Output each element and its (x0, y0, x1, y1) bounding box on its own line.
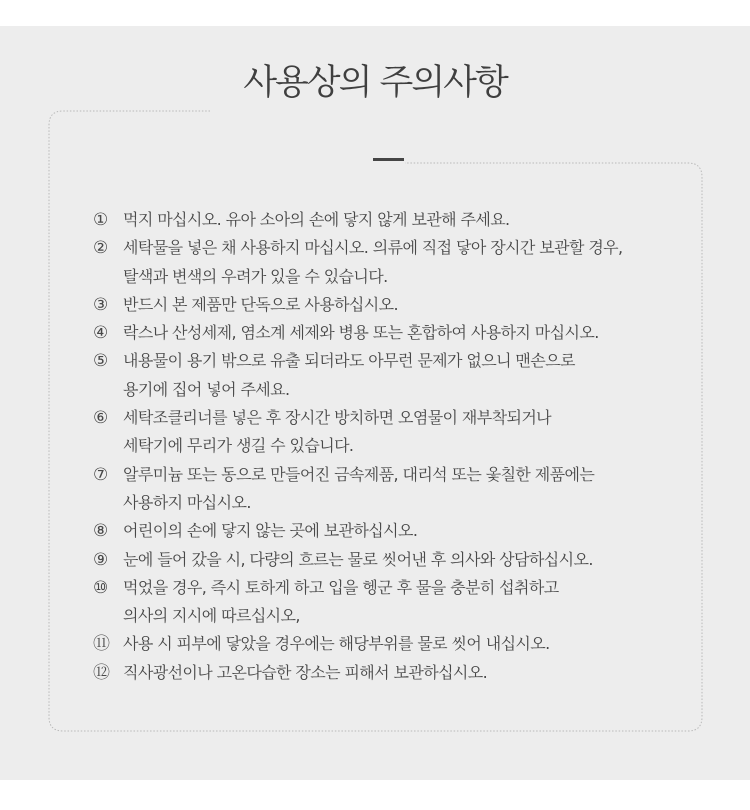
item-text: 세탁조클리너를 넣은 후 장시간 방치하면 오염물이 재부착되거나 세탁기에 무리가 생길 수 있습니다. (123, 408, 552, 456)
item-number: ⑦ (93, 464, 108, 485)
item-text: 반드시 본 제품만 단독으로 사용하십시오. (123, 294, 398, 314)
list-item (93, 404, 703, 461)
item-text: 먹었을 경우, 즉시 토하게 하고 입을 헹군 후 물을 충분히 섭취하고 의사의 지시에 따르십시오, (123, 577, 559, 626)
item-number: ⑤ (93, 351, 108, 372)
list-item (93, 206, 703, 234)
item-number: ⑫ (93, 662, 110, 683)
item-text: 세탁물을 넣은 채 사용하지 마십시오. 의류에 직접 닿아 장시간 보관할 경우, 탈색과 변색의 우려가 있을 수 있습니다. (123, 238, 623, 286)
item-number: ⑪ (93, 634, 110, 655)
item-number: ⑨ (93, 549, 108, 570)
item-text: 어린이의 손에 닿지 않는 곳에 보관하십시오. (123, 521, 418, 541)
item-text: 알루미늄 또는 동으로 만들어진 금속제품, 대리석 또는 옻칠한 제품에는 사용하지 마십시오. (123, 464, 595, 512)
item-number: ⑩ (93, 577, 108, 598)
item-number: ⑧ (93, 521, 108, 542)
item-text: 내용물이 용기 밖으로 유출 되더라도 아무런 문제가 없으니 맨손으로 용기에 집어 넣어 주세요. (123, 351, 575, 399)
item-text: 눈에 들어 갔을 시, 다량의 흐르는 물로 씻어낸 후 의사와 상담하십시오. (123, 549, 593, 569)
list-item (93, 291, 703, 319)
item-text: 사용 시 피부에 닿았을 경우에는 해당부위를 물로 씻어 내십시오. (123, 634, 550, 654)
page-title: 사용상의 주의사항 (243, 63, 507, 103)
item-text: 직사광선이나 고온다습한 장소는 피해서 보관하십시오. (123, 662, 488, 682)
list-item (93, 546, 703, 574)
caution-list (93, 206, 703, 687)
list-item (93, 461, 703, 518)
list-item (93, 234, 703, 291)
item-number: ③ (93, 294, 108, 315)
item-text: 락스나 산성세제, 염소계 세제와 병용 또는 혼합하여 사용하지 마십시오. (123, 323, 599, 343)
item-number: ⑥ (93, 408, 108, 429)
list-item (93, 347, 703, 404)
list-item (93, 630, 703, 658)
list-item (93, 517, 703, 545)
item-number: ② (93, 238, 108, 259)
list-item (93, 574, 703, 631)
list-item (93, 319, 703, 347)
list-item (93, 659, 703, 687)
item-number: ① (93, 210, 108, 230)
item-number: ④ (93, 323, 108, 344)
item-text: 먹지 마십시오. 유아 소아의 손에 닿지 않게 보관해 주세요. (123, 210, 510, 229)
title-underline (373, 158, 404, 161)
